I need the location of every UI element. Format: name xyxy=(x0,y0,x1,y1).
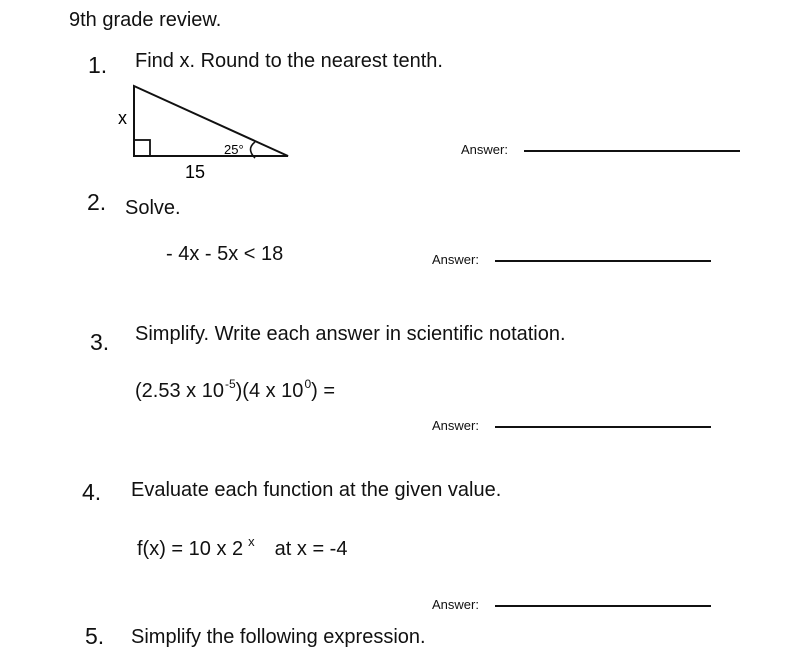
right-triangle-figure xyxy=(110,80,300,186)
right-angle-marker xyxy=(134,140,150,156)
q4-exponent: x xyxy=(248,534,255,549)
base-length-label: 15 xyxy=(185,162,206,182)
triangle-outline xyxy=(134,86,288,156)
q1-answer-line[interactable] xyxy=(524,150,740,152)
q3-expr-part1: (2.53 x 10 xyxy=(135,380,224,402)
q3-answer-line[interactable] xyxy=(495,426,711,428)
q3-exponent-1: -5 xyxy=(224,377,236,391)
q4-answer-line[interactable] xyxy=(495,605,711,607)
q4-expr-part2: at x = -4 xyxy=(274,538,348,560)
side-x-label: x xyxy=(118,108,127,128)
question-3-text: Simplify. Write each answer in scientific notation. xyxy=(135,323,566,345)
question-3-number: 3. xyxy=(90,329,110,355)
question-4-number: 4. xyxy=(82,479,102,505)
q3-expr-part2: )(4 x 10 xyxy=(235,380,304,402)
question-3-expression xyxy=(135,377,336,403)
q4-answer-label: Answer: xyxy=(432,597,479,612)
question-5-text: Simplify the following expression. xyxy=(131,626,426,648)
q4-expr-part1: f(x) = 10 x 2 xyxy=(137,538,244,560)
q2-answer-label: Answer: xyxy=(432,252,479,267)
question-4-text: Evaluate each function at the given value. xyxy=(131,479,502,501)
question-4-expression xyxy=(137,534,348,561)
q2-answer-line[interactable] xyxy=(495,260,711,262)
question-1-number: 1. xyxy=(88,52,108,78)
angle-label: 25° xyxy=(224,142,244,157)
worksheet-title: 9th grade review. xyxy=(69,9,222,31)
q3-exponent-2: 0 xyxy=(304,377,312,391)
question-2-text: Solve. xyxy=(125,197,181,219)
q1-answer-label: Answer: xyxy=(461,142,508,157)
q3-expr-part3: ) = xyxy=(311,380,336,402)
question-5-number: 5. xyxy=(85,623,105,649)
question-2-expression: - 4x - 5x < 18 xyxy=(166,243,284,265)
question-1-text: Find x. Round to the nearest tenth. xyxy=(135,50,443,72)
question-2-number: 2. xyxy=(87,189,107,215)
q3-answer-label: Answer: xyxy=(432,418,479,433)
